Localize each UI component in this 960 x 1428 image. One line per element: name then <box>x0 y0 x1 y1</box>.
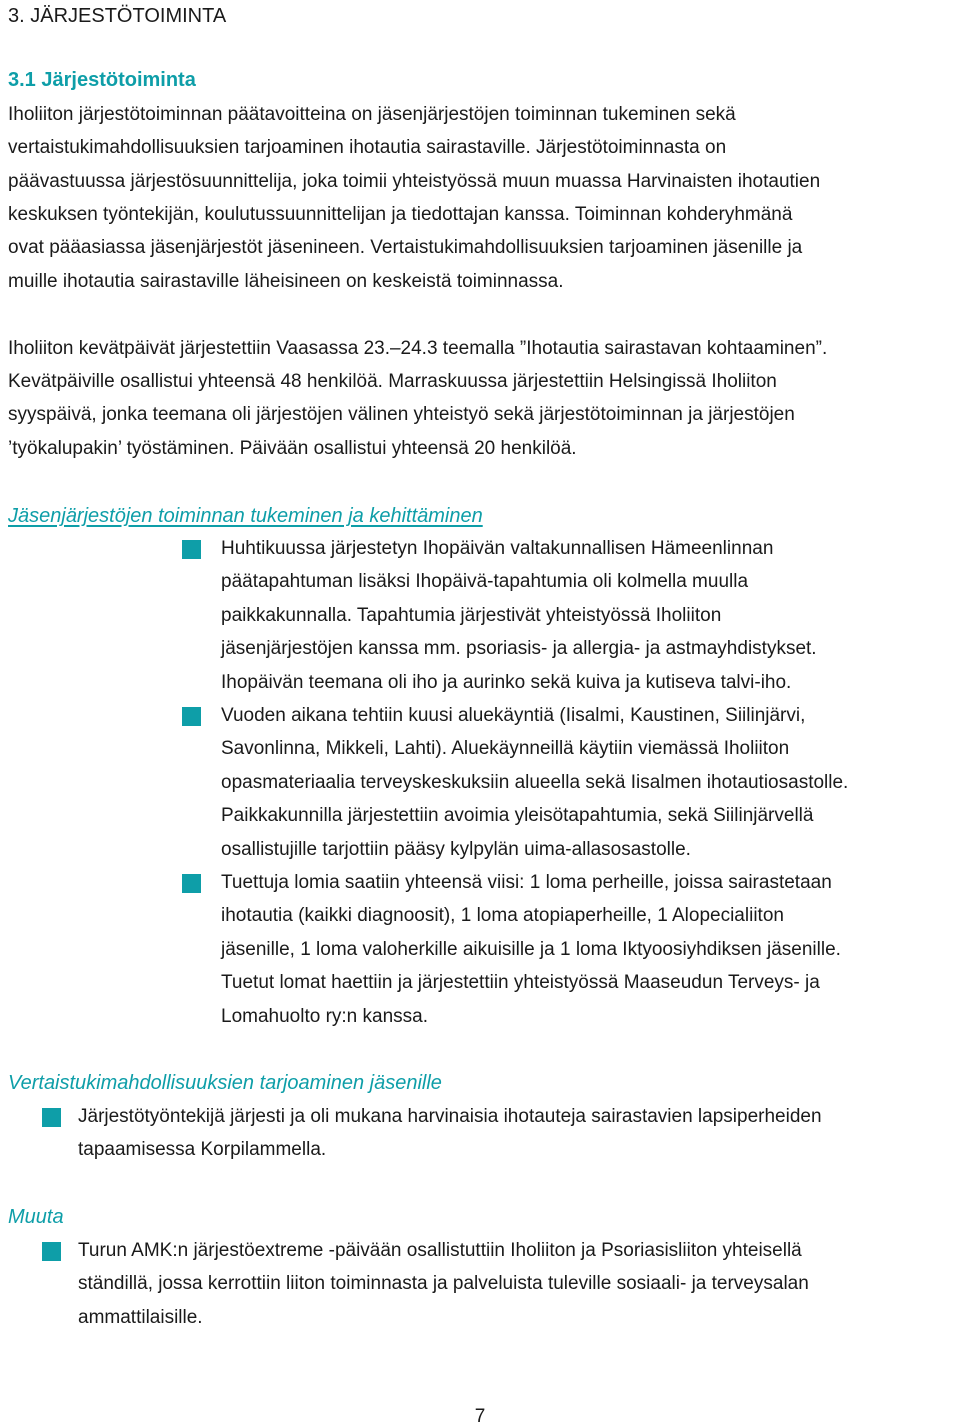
section-subheading: 3.1 Järjestötoiminta <box>8 69 196 91</box>
bullet-line: päätapahtuman lisäksi Ihopäivä-tapahtumia oli kolmella muulla <box>221 571 749 592</box>
bullet-line: tapaamisessa Korpilammella. <box>78 1139 327 1160</box>
bullet-line: ammattilaisille. <box>78 1307 203 1328</box>
bullet-line: opasmateriaalia terveyskeskuksiin alueella sekä Iisalmen ihotautiosastolle. <box>221 772 849 793</box>
bullet-line: osallistujille tarjottiin pääsy kylpylän uima-allasosastolle. <box>221 839 691 860</box>
bullet-line: Huhtikuussa järjestetyn Ihopäivän valtakunnallisen Hämeenlinnan <box>221 538 774 559</box>
square-bullet-icon <box>182 874 201 893</box>
bullet-line: Vuoden aikana tehtiin kuusi aluekäyntiä (Iisalmi, Kaustinen, Siilinjärvi, <box>221 705 806 726</box>
square-bullet-icon <box>42 1108 61 1127</box>
paragraph-line: keskuksen työntekijän, koulutussuunnittelijan ja tiedottajan kanssa. Toiminnan kohderyhmänä <box>8 204 793 225</box>
square-bullet-icon <box>182 540 201 559</box>
bullet-line: Järjestötyöntekijä järjesti ja oli mukana harvinaisia ihotauteja sairastavien lapsiperheiden <box>78 1106 822 1127</box>
bullet-line: Tuetut lomat haettiin ja järjestettiin yhteistyössä Maaseudun Terveys- ja <box>221 972 820 993</box>
square-bullet-icon <box>182 707 201 726</box>
bullet-line: ihotautia (kaikki diagnoosit), 1 loma atopiaperheille, 1 Alopecialiiton <box>221 905 784 926</box>
bullet-line: jäsenille, 1 loma valoherkille aikuisille ja 1 loma Iktyoosiyhdiksen jäsenille. <box>221 939 841 960</box>
paragraph-line: päävastuussa järjestösuunnittelija, joka toimii yhteistyössä muun muassa Harvinaisten ihotautien <box>8 171 821 192</box>
paragraph-line: syyspäivä, jonka teemana oli järjestöjen välinen yhteistyö sekä järjestötoiminnan ja järjestöjen <box>8 404 795 425</box>
bullet-line: Ihopäivän teemana oli iho ja aurinko sekä kuiva ja kutiseva talvi-iho. <box>221 672 792 693</box>
bullet-line: Savonlinna, Mikkeli, Lahti). Aluekäynneillä käytiin viemässä Iholiiton <box>221 738 790 759</box>
paragraph-line: Kevätpäiville osallistui yhteensä 48 henkilöä. Marraskuussa järjestettiin Helsingissä Iholiiton <box>8 371 777 392</box>
section-title-peer-support: Vertaistukimahdollisuuksien tarjoaminen jäsenille <box>8 1072 442 1094</box>
section-title-member-support: Jäsenjärjestöjen toiminnan tukeminen ja kehittäminen <box>8 505 483 527</box>
bullet-line: jäsenjärjestöjen kanssa mm. psoriasis- ja allergia- ja astmayhdistykset. <box>221 638 817 659</box>
bullet-line: Turun AMK:n järjestöextreme -päivään osallistuttiin Iholiiton ja Psoriasisliiton yhteisellä <box>78 1240 802 1261</box>
bullet-line: Paikkakunnilla järjestettiin avoimia yleisötapahtumia, sekä Siilinjärvellä <box>221 805 814 826</box>
paragraph-line: muille ihotautia sairastaville läheisineen on keskeistä toiminnassa. <box>8 271 564 292</box>
bullet-line: Tuettuja lomia saatiin yhteensä viisi: 1 loma perheille, joissa sairastetaan <box>221 872 832 893</box>
paragraph-line: ’työkalupakin’ työstäminen. Päivään osallistui yhteensä 20 henkilöä. <box>8 438 577 459</box>
paragraph-line: Iholiiton järjestötoiminnan päätavoitteina on jäsenjärjestöjen toiminnan tukeminen sekä <box>8 104 736 125</box>
paragraph-line: vertaistukimahdollisuuksien tarjoaminen ihotautia sairastaville. Järjestötoiminnasta on <box>8 137 727 158</box>
square-bullet-icon <box>42 1242 61 1261</box>
bullet-line: Lomahuolto ry:n kanssa. <box>221 1006 429 1027</box>
paragraph-line: Iholiiton kevätpäivät järjestettiin Vaasassa 23.–24.3 teemalla ”Ihotautia sairastavan kohtaaminen”. <box>8 338 828 359</box>
page-number: 7 <box>474 1406 486 1427</box>
bullet-line: paikkakunnalla. Tapahtumia järjestivät yhteistyössä Iholiiton <box>221 605 722 626</box>
section-title-other: Muuta <box>8 1206 64 1228</box>
bullet-line: ständillä, jossa kerrottiin liiton toiminnasta ja palveluista tuleville sosiaali- ja terveysalan <box>78 1273 809 1294</box>
page-heading: 3. JÄRJESTÖTOIMINTA <box>8 5 227 27</box>
paragraph-line: ovat pääasiassa jäsenjärjestöt jäsenineen. Vertaistukimahdollisuuksien tarjoaminen jäsenille ja <box>8 237 803 258</box>
